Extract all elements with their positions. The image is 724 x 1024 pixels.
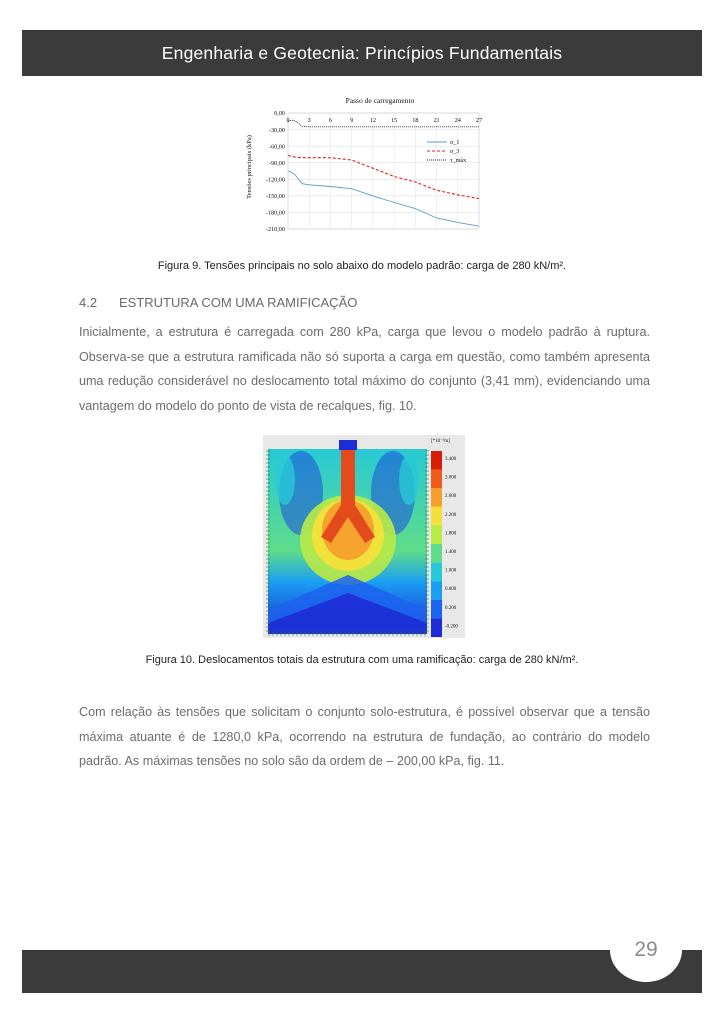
legend-label: τ_máx [450,157,467,164]
legend-value: 1.800 [445,531,457,537]
y-tick-label: -60,00 [269,143,285,151]
chart-title: Passo de carregamento [345,96,415,105]
legend-color-band [431,451,442,470]
figure-9-chart [244,95,486,235]
legend-color-band [431,525,442,544]
section-number: 4.2 [79,295,98,310]
legend-value: 1.000 [445,568,457,574]
section-heading [79,295,357,310]
legend-color-band [431,544,442,563]
x-tick-label: 15 [391,117,398,124]
legend-color-band [431,618,442,637]
x-tick-label: 18 [412,117,419,124]
section-title: ESTRUTURA COM UMA RAMIFICAÇÃO [119,295,358,310]
structure-stem [341,449,355,509]
figure-9-caption: Figura 9. Tensões principais no solo abaixo do modelo padrão: carga de 280 kN/m². [157,260,567,272]
x-tick-label: 24 [454,117,461,124]
contour-unit-label: [*10⁻³m] [431,439,450,444]
page-number: 29 [634,938,658,961]
y-tick-label: -30,00 [269,126,285,134]
figure-10-contour [263,435,465,638]
legend-color-band [431,563,442,582]
legend-value: 0.600 [445,587,457,593]
y-tick-label: -150,00 [265,193,285,201]
x-tick-label: 6 [328,117,332,124]
contour-lobe [275,455,295,505]
page-number-badge [610,918,682,982]
page-header [22,30,702,76]
load-plate [339,440,357,450]
legend-value: 0.200 [445,605,457,611]
x-tick-label: 0 [286,117,290,124]
paragraph-1: Inicialmente, a estrutura é carregada com 280 kPa, carga que levou o modelo padrão à ruptura. Observa-se que a estrutura ramificada não só suporta a carga em questão, como também apresenta uma redução considerável no deslocamento total máximo do conjunto (3,41 mm), evidenciando uma vantagem do modelo do ponto de vista de recalques, fig. 10. [79,325,650,413]
x-tick-label: 3 [307,117,311,124]
plot-area [288,113,479,229]
legend-label: σ_3 [450,148,460,155]
x-tick-label: 12 [369,117,376,124]
y-tick-label: -180,00 [265,209,285,217]
contour-lobe [399,455,419,505]
paragraph-2: Com relação às tensões que solicitam o conjunto solo-estrutura, é possível observar que a tensão máxima atuante é de 1280,0 kPa, ocorrendo na estrutura de fundação, ao contrário do modelo padrão. As máximas tensões no solo são da ordem de – 200,00 kPa, fig. 11. [79,705,650,768]
legend-color-band [431,600,442,619]
legend-value: 3.000 [445,475,457,481]
y-tick-label: 0,00 [274,110,285,118]
figure-10-caption: Figura 10. Deslocamentos totais da estrutura com uma ramificação: carga de 280 kN/m². [145,654,579,666]
x-tick-label: 27 [475,117,483,124]
x-tick-label: 9 [350,117,354,124]
y-tick-label: -120,00 [265,176,285,184]
y-tick-label: -210,00 [265,226,285,234]
legend-color-band [431,581,442,600]
legend-value: -0.200 [445,624,458,630]
displacement-contour-image [263,435,465,638]
chart-y-axis-label: Tensões principais (kPa) [246,135,253,199]
legend-value: 1.400 [445,550,457,555]
principal-stress-chart [244,95,486,235]
legend-color-band [431,507,442,526]
legend-value: 2.600 [445,494,457,500]
legend-value: 2.200 [445,512,457,518]
legend-label: σ_1 [450,139,460,146]
y-tick-label: -90,00 [269,159,285,167]
page-footer [22,950,702,993]
x-tick-label: 21 [433,117,440,124]
header-title: Engenharia e Geotecnia: Princípios Fundamentais [161,42,563,63]
legend-color-band [431,488,442,507]
legend-color-band [431,470,442,489]
legend-value: 3.400 [445,457,457,462]
